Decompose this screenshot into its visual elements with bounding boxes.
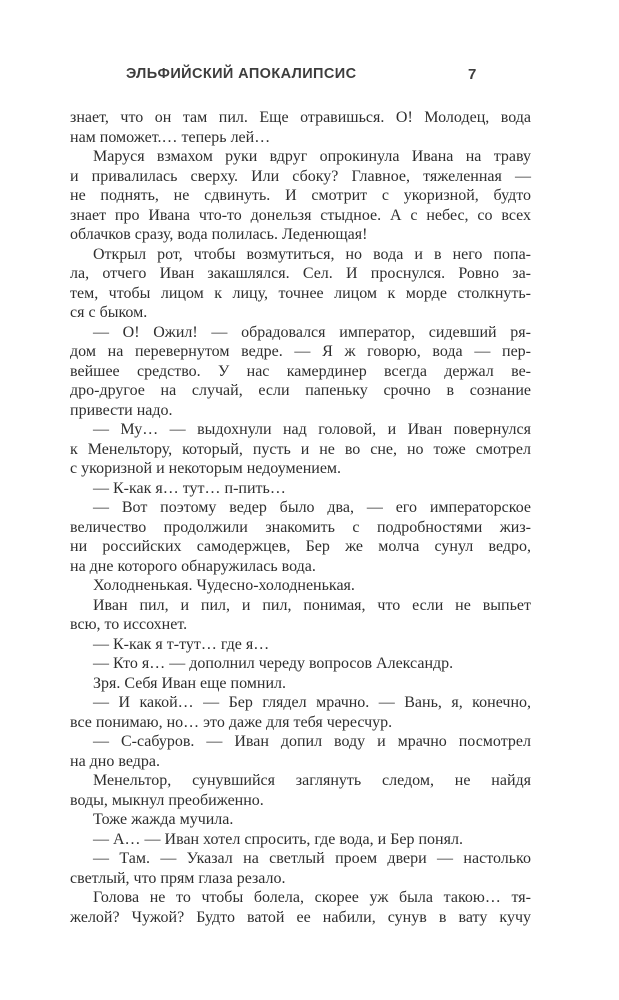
text-line: Менельтор, сунувшийся заглянуть следом, не найдя <box>93 772 531 789</box>
text-line: знает, что он там пил. Еще отравишься. О! Молодец, вода <box>70 109 531 126</box>
text-line: вейшее средство. У нас камердинер всегда держал ве- <box>70 362 531 380</box>
text-line: — Кто я… — дополнил череду вопросов Александр. <box>93 655 454 672</box>
text-line: — И какой… — Бер глядел мрачно. — Вань, я, конечно, <box>93 694 531 711</box>
text-line: с укоризной и некоторым недоумением. <box>70 460 342 477</box>
text-line: ся с быком. <box>70 304 148 321</box>
text-line: Открыл рот, чтобы возмутиться, но вода и в него попа- <box>93 245 531 263</box>
text-line: желой? Чужой? Будто ватой ее набили, сунув в вату кучу <box>70 908 531 926</box>
text-line: на дне которого обнаружилась вода. <box>70 557 316 575</box>
text-line: к Менельтору, который, пусть и не во сне, но тоже смотрел <box>70 440 531 458</box>
page-number: 7 <box>468 66 477 83</box>
text-line: воды, мыкнул преобиженно. <box>70 791 264 809</box>
text-line: Маруся взмахом руки вдруг опрокинула Ивана на траву <box>93 148 531 165</box>
text-line: — К-как я… тут… п-пить… <box>93 479 286 497</box>
text-line: — Вот поэтому ведер было два, — его императорское <box>93 499 531 516</box>
text-line: знает про Ивана что-то донельзя стыдное. А с небес, со всех <box>70 206 531 224</box>
text-line: светлый, что прям глаза резало. <box>70 869 286 887</box>
text-line: Тоже жажда мучила. <box>93 811 234 828</box>
text-line: — К-как я т-тут… где я… <box>93 635 270 653</box>
text-line: не поднять, не сдвинуть. И смотрит с укоризной, будто <box>70 187 531 204</box>
text-line: всю, то иссохнет. <box>70 616 188 633</box>
text-line: и привалилась сверху. Или сбоку? Главное, тяжеленная — <box>70 167 531 185</box>
text-line: все понимаю, но… это даже для тебя чересчур. <box>70 713 393 731</box>
text-line: ни российских самодержцев, Бер же молча сунул ведро, <box>70 538 531 555</box>
text-line: Холодненькая. Чудесно-холодненькая. <box>93 577 355 594</box>
text-line: дро-другое на случай, если папеньку срочно в сознание <box>70 382 531 399</box>
text-line: величество продолжили знакомить с подробностями жиз- <box>70 518 531 536</box>
text-line: Иван пил, и пил, и пил, понимая, что если не выпьет <box>93 596 531 614</box>
text-line: Зря. Себя Иван еще помнил. <box>93 674 287 692</box>
text-line: дом на перевернутом ведре. — Я ж говорю, вода — пер- <box>70 343 531 360</box>
text-line: — Му… — выдохнули над головой, и Иван повернулся <box>93 421 531 438</box>
text-line: Голова не то чтобы болела, скорее уж была такою… тя- <box>93 889 531 906</box>
text-line: — С-сабуров. — Иван допил воду и мрачно посмотрел <box>93 733 531 750</box>
text-line: облачков сразу, вода полилась. Леденющая! <box>70 226 368 243</box>
page-text <box>70 108 531 927</box>
text-line: привести надо. <box>70 401 173 419</box>
running-header <box>70 66 531 86</box>
text-line: — О! Ожил! — обрадовался император, сидевший ря- <box>93 323 531 341</box>
text-line: на дно ведра. <box>70 752 160 770</box>
text-line: — Там. — Указал на светлый проем двери — настолько <box>93 850 531 867</box>
text-line: — А… — Иван хотел спросить, где вода, и Бер понял. <box>93 830 463 848</box>
text-line: ла, отчего Иван закашлялся. Сел. И проснулся. Ровно за- <box>70 265 531 282</box>
text-line: нам поможет.… теперь лей… <box>70 128 271 146</box>
book-title-header: ЭЛЬФИЙСКИЙ АПОКАЛИПСИС <box>126 66 357 82</box>
text-line: тем, чтобы лицом к лицу, точнее лицом к морде столкнуть- <box>70 284 531 302</box>
